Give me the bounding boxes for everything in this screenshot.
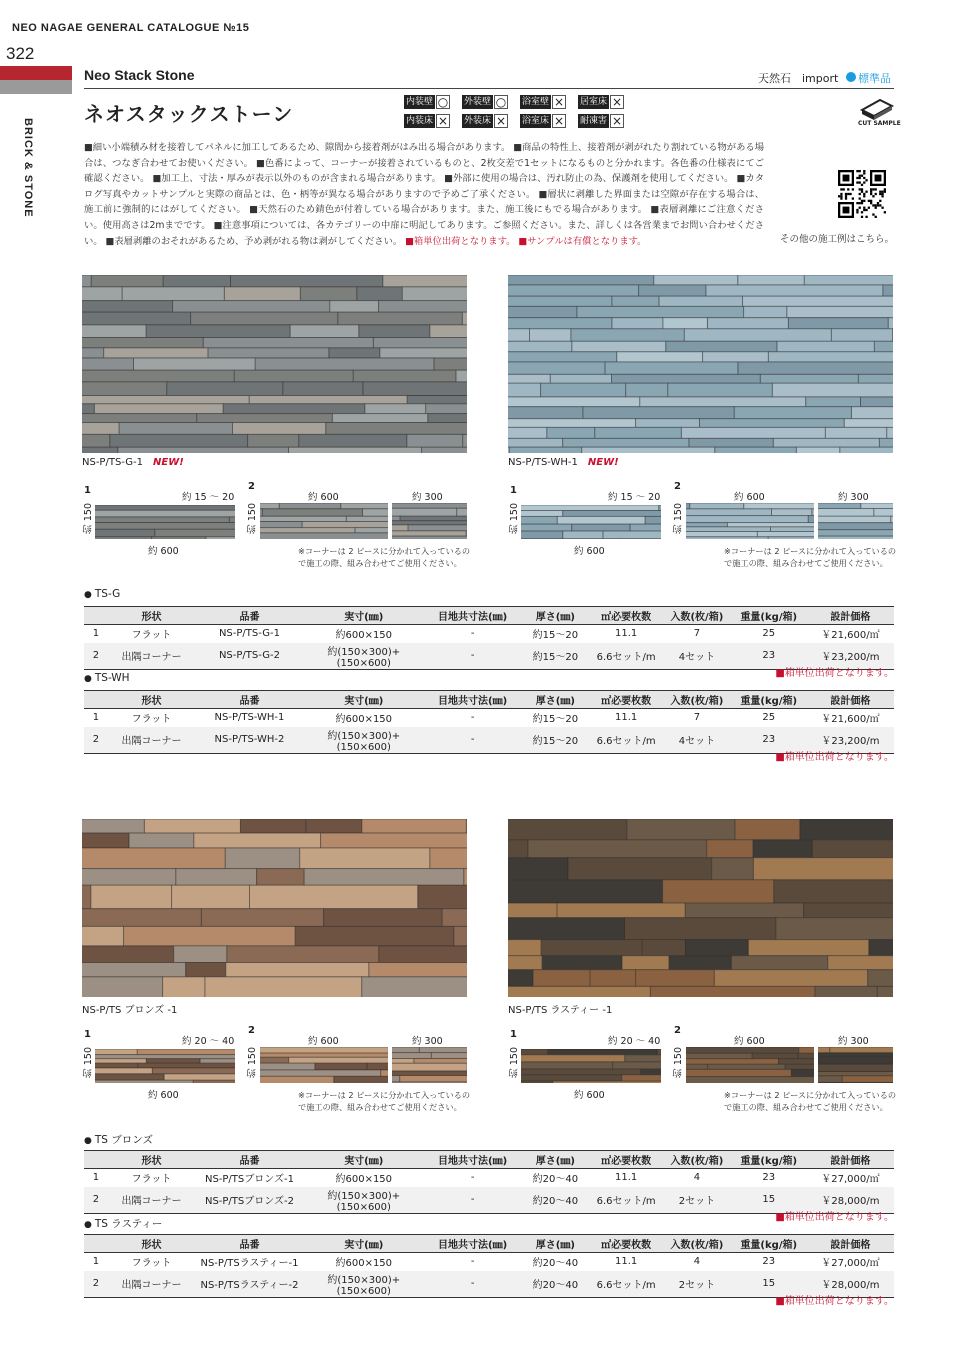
piece-corner-short-image [818, 1047, 893, 1083]
usage-mark: × [611, 94, 623, 109]
product-code-caption [508, 1001, 612, 1016]
table-cell: - [424, 643, 522, 670]
table-row [84, 1187, 894, 1214]
table-header-cell: 品番 [195, 1151, 304, 1169]
height-label: 約 150 [247, 503, 258, 534]
table-cell: 1 [92, 1172, 100, 1184]
width-label: 約 300 [412, 492, 443, 503]
table-cell: - [470, 628, 475, 640]
table-cell: 11.1 [614, 1172, 638, 1184]
table-cell: 約20～40 [522, 1271, 590, 1298]
table-header-cell [84, 691, 108, 709]
table-cell: 2セット [663, 1271, 731, 1298]
height-label: 約 150 [673, 503, 684, 534]
table-cell: NS-P/TSラスティー-2 [195, 1271, 304, 1298]
table-header-cell: 厚さ(㎜) [522, 1151, 590, 1169]
width-label: 約 600 [574, 1090, 605, 1101]
table-cell: 約20～40 [532, 1258, 579, 1270]
table-header-cell: 目地共寸法(㎜) [424, 1235, 522, 1253]
table-cell: 6.6セット/m [589, 1271, 663, 1298]
table-header-cell: 入数(枚/箱) [663, 691, 731, 709]
table-cell: 約600×150 [335, 630, 393, 642]
shipping-note: ■ 箱単位出荷となります。 [775, 1208, 894, 1223]
table-cell: - [470, 1256, 475, 1268]
catalogue-title: NEO NAGAE GENERAL CATALOGUE №15 [12, 22, 250, 34]
table-cell: 7 [693, 712, 701, 724]
table-cell: 約20～40 [522, 1187, 590, 1214]
height-label: 約 150 [509, 503, 520, 534]
piece-corner-long-image [686, 1047, 814, 1083]
table-cell: 約(150×300)+(150×600) [304, 643, 424, 670]
table-cell: 23 [762, 1172, 776, 1184]
width-label: 約 300 [838, 492, 869, 503]
spec-table [84, 690, 894, 754]
shipping-note: ■ 箱単位出荷となります。 [775, 1292, 894, 1307]
standard-dot-icon [846, 72, 856, 82]
table-row [84, 1253, 894, 1271]
table-row [84, 643, 894, 670]
piece-corner-long-image [686, 503, 814, 539]
table-header-cell [84, 1151, 108, 1169]
table-cell: 4セット [663, 727, 731, 754]
section-color-bar [0, 66, 72, 80]
product-notes [84, 140, 764, 249]
table-cell: NS-P/TS-G-1 [218, 628, 280, 640]
table-header-cell: 形状 [108, 607, 195, 625]
new-badge: NEW! [153, 457, 184, 468]
piece-number: 2 [248, 1025, 255, 1036]
usage-grid [404, 93, 630, 129]
usage-item [520, 112, 572, 129]
usage-mark: × [553, 94, 565, 109]
page-number: 322 [6, 44, 35, 63]
product-code: NS-P/TS ラスティー -1 [508, 1005, 613, 1016]
table-header-cell: 形状 [108, 691, 195, 709]
shipping-note: ■ 箱単位出荷となります。 [775, 748, 894, 763]
usage-label: 居室床 [580, 96, 608, 107]
table-cell: 出隅コーナー [108, 1271, 195, 1298]
piece-number: 1 [510, 1029, 517, 1040]
table-header-cell: 重量(kg/箱) [731, 691, 807, 709]
table-cell: 約600×150 [335, 1174, 393, 1186]
table-cell: 15 [731, 1187, 807, 1214]
table-cell: - [470, 712, 475, 724]
table-header-cell: ㎡必要枚数 [589, 1151, 663, 1169]
table-row [84, 1169, 894, 1187]
product-code: NS-P/TS-WH-1 [508, 457, 578, 468]
width-label: 約 300 [412, 1036, 443, 1047]
table-cell: 1 [92, 628, 100, 640]
table-cell: - [424, 727, 522, 754]
table-cell: 1 [92, 712, 100, 724]
stone-photo [82, 275, 467, 453]
table-header-cell: 入数(枚/箱) [663, 1235, 731, 1253]
piece-flat-image [521, 505, 661, 539]
piece-corner-long-image [260, 1047, 388, 1083]
usage-item [404, 93, 456, 110]
origin-label: 天然石 import [758, 72, 839, 85]
title-divider [84, 88, 894, 89]
table-cell: NS-P/TS-WH-1 [214, 712, 285, 724]
table-cell: NS-P/TSラスティー-1 [200, 1258, 299, 1270]
table-section-title: ● TS ラスティー [84, 1216, 162, 1231]
table-row [84, 625, 894, 643]
width-label: 約 300 [838, 1036, 869, 1047]
width-label: 約 600 [734, 492, 765, 503]
table-header-cell: 目地共寸法(㎜) [424, 691, 522, 709]
table-section-title: ● TS ブロンズ [84, 1132, 153, 1147]
usage-item [462, 112, 514, 129]
table-header-cell: 実寸(㎜) [304, 607, 424, 625]
table-cell: 25 [762, 628, 776, 640]
width-label: 約 600 [734, 1036, 765, 1047]
table-header-cell: 入数(枚/箱) [663, 1151, 731, 1169]
table-header-cell: 品番 [195, 691, 304, 709]
product-title-jp: ネオスタックストーン [84, 102, 294, 126]
table-cell: 1 [92, 1256, 100, 1268]
table-cell: 約15～20 [522, 643, 590, 670]
piece-corner-short-image [818, 503, 893, 539]
usage-label: 内装壁 [406, 96, 434, 107]
usage-item [404, 112, 456, 129]
stone-photo [82, 819, 467, 997]
table-header-cell: 設計価格 [807, 1151, 894, 1169]
notes-sample-paid: ■サンプルは有償となります。 [518, 235, 647, 247]
table-cell: 2 [84, 643, 108, 670]
product-code-caption [82, 1001, 177, 1016]
corner-note: ※コーナーは 2 ピースに分かれて入っているので施工の際、組み合わせてご使用ください。 [724, 546, 897, 568]
table-cell: 25 [762, 712, 776, 724]
table-cell: 約20～40 [532, 1174, 579, 1186]
spec-table [84, 1234, 894, 1298]
corner-note: ※コーナーは 2 ピースに分かれて入っているので施工の際、組み合わせてご使用ください。 [724, 1090, 897, 1112]
corner-note: ※コーナーは 2 ピースに分かれて入っているので施工の際、組み合わせてご使用ください。 [298, 1090, 471, 1112]
usage-item [578, 93, 630, 110]
spec-table [84, 1150, 894, 1214]
table-cell: 約600×150 [335, 714, 393, 726]
table-header-cell: 設計価格 [807, 691, 894, 709]
table-cell: 23 [762, 1256, 776, 1268]
table-cell: 約15～20 [522, 727, 590, 754]
table-row [84, 709, 894, 727]
table-cell: 2 [84, 1187, 108, 1214]
stone-photo [508, 275, 893, 453]
product-code: NS-P/TS ブロンズ -1 [82, 1005, 178, 1016]
table-cell: 約600×150 [335, 1258, 393, 1270]
table-cell: 6.6セット/m [589, 643, 663, 670]
table-cell: ￥27,000/㎡ [821, 1258, 880, 1270]
usage-item [520, 93, 572, 110]
table-cell: NS-P/TS-G-2 [195, 643, 304, 670]
height-label: 約 150 [83, 503, 94, 534]
table-header-cell [84, 607, 108, 625]
piece-flat-image [95, 1049, 235, 1083]
piece-corner-long-image [260, 503, 388, 539]
table-cell: 23 [731, 727, 807, 754]
usage-mark: × [495, 113, 507, 128]
table-cell: 出隅コーナー [108, 1187, 195, 1214]
table-cell: - [424, 1271, 522, 1298]
notes-box-shipping: ■箱単位出荷となります。 [405, 235, 516, 247]
table-cell: フラット [131, 1174, 172, 1186]
shipping-note: ■ 箱単位出荷となります。 [775, 664, 894, 679]
piece-number: 1 [84, 485, 91, 496]
table-cell: 11.1 [614, 628, 638, 640]
table-cell: 6.6セット/m [589, 727, 663, 754]
table-header-cell: 形状 [108, 1151, 195, 1169]
spec-table [84, 606, 894, 670]
width-label: 約 600 [574, 546, 605, 557]
stone-photo [508, 819, 893, 997]
table-cell: フラット [131, 1258, 172, 1270]
usage-label: 浴室壁 [522, 96, 550, 107]
table-cell: 4 [693, 1172, 701, 1184]
table-header-cell: 重量(kg/箱) [731, 607, 807, 625]
thickness-label: 約 20 ～ 40 [608, 1036, 661, 1047]
thickness-label: 約 20 ～ 40 [182, 1036, 235, 1047]
table-cell: 約(150×300)+(150×600) [304, 1187, 424, 1214]
standard-label: 標準品 [858, 72, 891, 85]
table-header-cell: 重量(kg/箱) [731, 1235, 807, 1253]
piece-number: 2 [674, 481, 681, 492]
usage-mark: ○ [495, 94, 507, 109]
piece-number: 2 [674, 1025, 681, 1036]
table-section-title: ● TS-G [84, 588, 120, 600]
table-header-cell: 目地共寸法(㎜) [424, 1151, 522, 1169]
height-label: 約 150 [509, 1047, 520, 1078]
table-cell: ￥28,000/m [807, 1271, 894, 1298]
table-header-cell: 目地共寸法(㎜) [424, 607, 522, 625]
piece-corner-short-image [392, 503, 467, 539]
product-code: NS-P/TS-G-1 [82, 457, 143, 468]
table-cell: NS-P/TSブロンズ-1 [204, 1174, 294, 1186]
table-cell: - [424, 1187, 522, 1214]
table-cell: 4セット [663, 643, 731, 670]
usage-label: 内装床 [406, 115, 434, 126]
table-header-cell: 実寸(㎜) [304, 691, 424, 709]
table-header-cell: 品番 [195, 607, 304, 625]
usage-label: 浴室床 [522, 115, 550, 126]
qr-code-icon[interactable] [838, 170, 886, 218]
new-badge: NEW! [587, 457, 619, 468]
piece-flat-image [521, 1049, 661, 1083]
table-header-cell: 厚さ(㎜) [522, 691, 590, 709]
table-cell: 7 [693, 628, 701, 640]
table-section-title: ● TS-WH [84, 672, 130, 684]
product-title-en: Neo Stack Stone [84, 67, 195, 83]
table-cell: 11.1 [614, 1256, 638, 1268]
usage-label: 耐凍害 [580, 115, 608, 126]
table-header-cell: ㎡必要枚数 [589, 1235, 663, 1253]
piece-corner-short-image [392, 1047, 467, 1083]
corner-note: ※コーナーは 2 ピースに分かれて入っているので施工の際、組み合わせてご使用ください。 [298, 546, 471, 568]
usage-label: 外装壁 [464, 96, 492, 107]
usage-item [578, 112, 630, 129]
table-row [84, 727, 894, 754]
table-header-cell: 厚さ(㎜) [522, 1235, 590, 1253]
table-cell: ￥21,600/㎡ [821, 630, 880, 642]
table-cell: 4 [693, 1256, 701, 1268]
thickness-label: 約 15 ～ 20 [608, 492, 661, 503]
table-header-cell: ㎡必要枚数 [589, 691, 663, 709]
table-cell: ￥27,000/㎡ [821, 1174, 880, 1186]
width-label: 約 600 [308, 492, 339, 503]
piece-number: 2 [248, 481, 255, 492]
width-label: 約 600 [148, 546, 179, 557]
table-row [84, 1271, 894, 1298]
width-label: 約 600 [308, 1036, 339, 1047]
notes-body: ■細い小端積み材を接着してパネルに加工してあるため、隙間から接着剤がはみ出る場合があります。 ■商品の特性上、接着剤が剥がれたり割れている物がある場合は、つなぎ合わせてお使いください。 ■色番によって、コーナーが接着されているものと、2枚交差で1セットになるものと分かれます。各色番の仕様表にてご確認ください。 ■加工上、寸法・厚みが表示以外のものが含まれる場合があります。 ■外部に使用の場合は、汚れ防止の為、保護剤を使用してください。 ■カタログ写真やカットサンプルと実際の商品とは、色・柄等が異なる場合がありますので予めご了承ください。 ■層状に剥離した界面または空隙が存在する場合は、施工前に強制的にはがしてください。 ■天然石のため錆色が付着している場合があります。また、施工後にもでる場合があります。 ■表層剥離にご注意ください。使用高さは2mまでです。 ■注意事項については、各カテゴリーの中扉に明記してあります。ご参照ください。また、詳しくは各営業までお問い合わせください。 ■表層剥離のおそれがあるため、予め剥がれる物は剥がしてください。 [84, 142, 764, 247]
table-cell: 約15～20 [532, 630, 579, 642]
usage-mark: × [611, 113, 623, 128]
table-cell: 2 [84, 1271, 108, 1298]
table-cell: 2セット [663, 1187, 731, 1214]
section-gray-bar [0, 80, 72, 94]
table-header-cell: 実寸(㎜) [304, 1235, 424, 1253]
table-header-cell: 実寸(㎜) [304, 1151, 424, 1169]
usage-item [462, 93, 514, 110]
table-cell: 約(150×300)+(150×600) [304, 727, 424, 754]
table-cell: フラット [131, 714, 172, 726]
usage-mark: × [553, 113, 565, 128]
usage-mark: × [437, 113, 449, 128]
table-header-cell [84, 1235, 108, 1253]
height-label: 約 150 [673, 1047, 684, 1078]
table-cell: ￥23,200/m [807, 643, 894, 670]
table-header-cell: 重量(kg/箱) [731, 1151, 807, 1169]
table-header-cell: 設計価格 [807, 607, 894, 625]
table-cell: 15 [731, 1271, 807, 1298]
table-header-cell: 設計価格 [807, 1235, 894, 1253]
cut-sample-label: CUT SAMPLE [858, 120, 901, 127]
table-cell: 2 [84, 727, 108, 754]
height-label: 約 150 [83, 1047, 94, 1078]
usage-mark: ○ [437, 94, 449, 109]
table-cell: 出隅コーナー [108, 727, 195, 754]
table-cell: NS-P/TS-WH-2 [195, 727, 304, 754]
qr-caption: その他の施工例はこちら。 [780, 234, 895, 245]
table-header-cell: 形状 [108, 1235, 195, 1253]
width-label: 約 600 [148, 1090, 179, 1101]
piece-flat-image [95, 505, 235, 539]
table-cell: 6.6セット/m [589, 1187, 663, 1214]
table-cell: ￥21,600/㎡ [821, 714, 880, 726]
table-cell: 約(150×300)+(150×600) [304, 1271, 424, 1298]
table-cell: NS-P/TSブロンズ-2 [195, 1187, 304, 1214]
table-cell: 11.1 [614, 712, 638, 724]
table-cell: 23 [731, 643, 807, 670]
product-code-caption [82, 457, 184, 468]
height-label: 約 150 [247, 1047, 258, 1078]
table-cell: 約15～20 [532, 714, 579, 726]
table-cell: 出隅コーナー [108, 643, 195, 670]
piece-number: 1 [84, 1029, 91, 1040]
table-header-cell: 品番 [195, 1235, 304, 1253]
piece-number: 1 [510, 485, 517, 496]
table-header-cell: 入数(枚/箱) [663, 607, 731, 625]
usage-label: 外装床 [464, 115, 492, 126]
table-header-cell: 厚さ(㎜) [522, 607, 590, 625]
table-cell: ￥23,200/m [807, 727, 894, 754]
table-header-cell: ㎡必要枚数 [589, 607, 663, 625]
table-cell: - [470, 1172, 475, 1184]
thickness-label: 約 15 ～ 20 [182, 492, 235, 503]
table-cell: フラット [131, 630, 172, 642]
product-code-caption [508, 457, 619, 468]
side-category-label: BRICK & STONE [22, 118, 34, 218]
table-cell: ￥28,000/m [807, 1187, 894, 1214]
